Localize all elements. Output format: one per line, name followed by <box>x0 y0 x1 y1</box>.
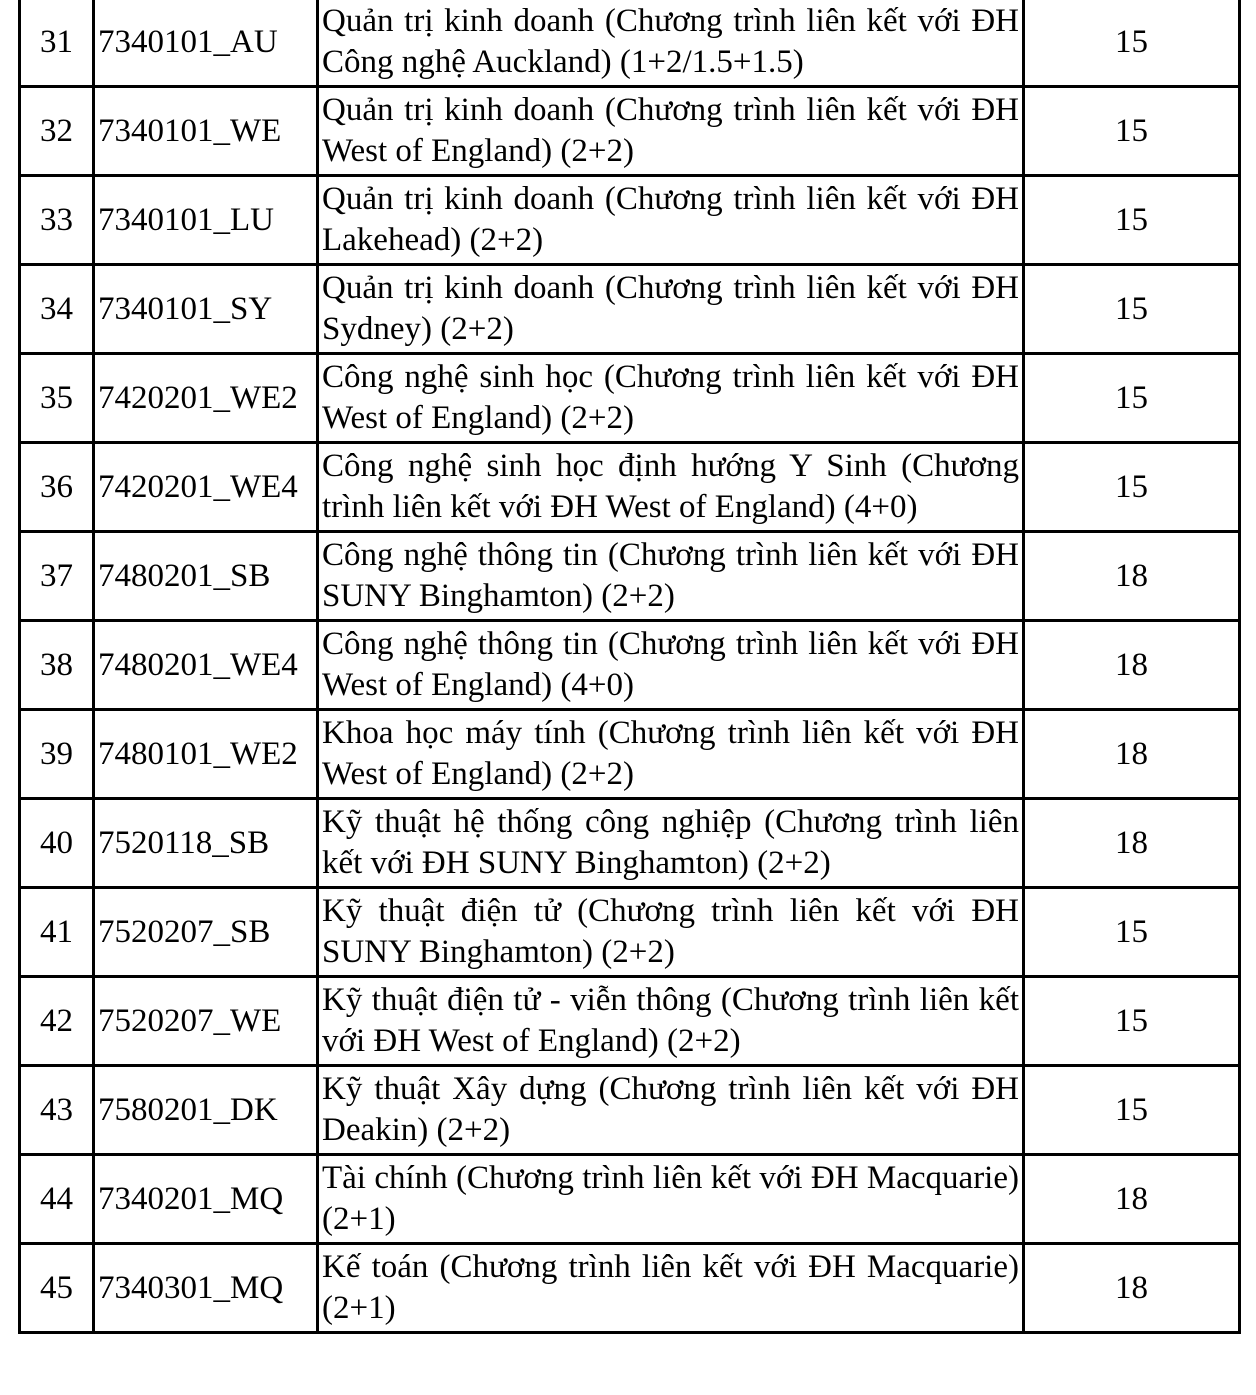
program-name: Kỹ thuật hệ thống công nghiệp (Chương trình liên kết với ĐH SUNY Binghamton) (2+2) <box>318 799 1024 888</box>
program-name: Quản trị kinh doanh (Chương trình liên kết với ĐH Lakehead) (2+2) <box>318 176 1024 265</box>
row-number: 37 <box>20 532 94 621</box>
program-name: Quản trị kinh doanh (Chương trình liên kết với ĐH Sydney) (2+2) <box>318 265 1024 354</box>
table-row <box>20 354 1240 443</box>
row-number: 35 <box>20 354 94 443</box>
program-code: 7480201_SB <box>94 532 318 621</box>
row-number: 32 <box>20 87 94 176</box>
threshold-score: 18 <box>1024 799 1240 888</box>
threshold-score: 18 <box>1024 621 1240 710</box>
program-table-container <box>18 0 1238 1334</box>
threshold-score: 18 <box>1024 532 1240 621</box>
table-row <box>20 176 1240 265</box>
threshold-score: 15 <box>1024 87 1240 176</box>
row-number: 44 <box>20 1155 94 1244</box>
program-code: 7420201_WE2 <box>94 354 318 443</box>
threshold-score: 15 <box>1024 176 1240 265</box>
program-code: 7340101_SY <box>94 265 318 354</box>
program-code: 7520207_WE <box>94 977 318 1066</box>
table-row <box>20 977 1240 1066</box>
program-table-body <box>20 0 1240 1333</box>
threshold-score: 15 <box>1024 443 1240 532</box>
row-number: 33 <box>20 176 94 265</box>
threshold-score: 15 <box>1024 265 1240 354</box>
program-name: Khoa học máy tính (Chương trình liên kết với ĐH West of England) (2+2) <box>318 710 1024 799</box>
table-row <box>20 621 1240 710</box>
row-number: 31 <box>20 0 94 87</box>
program-code: 7340201_MQ <box>94 1155 318 1244</box>
threshold-score: 15 <box>1024 0 1240 87</box>
program-name: Công nghệ thông tin (Chương trình liên kết với ĐH SUNY Binghamton) (2+2) <box>318 532 1024 621</box>
table-row <box>20 1155 1240 1244</box>
threshold-score: 15 <box>1024 888 1240 977</box>
program-code: 7420201_WE4 <box>94 443 318 532</box>
threshold-score: 18 <box>1024 1155 1240 1244</box>
program-code: 7520118_SB <box>94 799 318 888</box>
table-row <box>20 0 1240 87</box>
table-row <box>20 1066 1240 1155</box>
threshold-score: 15 <box>1024 977 1240 1066</box>
program-name: Quản trị kinh doanh (Chương trình liên kết với ĐH West of England) (2+2) <box>318 87 1024 176</box>
program-name: Kỹ thuật điện tử - viễn thông (Chương trình liên kết với ĐH West of England) (2+2) <box>318 977 1024 1066</box>
program-code: 7480101_WE2 <box>94 710 318 799</box>
row-number: 41 <box>20 888 94 977</box>
program-code: 7580201_DK <box>94 1066 318 1155</box>
threshold-score: 18 <box>1024 1244 1240 1333</box>
program-table <box>18 0 1241 1334</box>
program-code: 7340101_AU <box>94 0 318 87</box>
table-row <box>20 265 1240 354</box>
table-row <box>20 87 1240 176</box>
row-number: 39 <box>20 710 94 799</box>
table-row <box>20 888 1240 977</box>
program-name: Công nghệ sinh học định hướng Y Sinh (Chương trình liên kết với ĐH West of England) (4+0) <box>318 443 1024 532</box>
row-number: 43 <box>20 1066 94 1155</box>
threshold-score: 15 <box>1024 354 1240 443</box>
program-name: Công nghệ sinh học (Chương trình liên kết với ĐH West of England) (2+2) <box>318 354 1024 443</box>
row-number: 34 <box>20 265 94 354</box>
program-code: 7340101_WE <box>94 87 318 176</box>
table-row <box>20 532 1240 621</box>
program-code: 7480201_WE4 <box>94 621 318 710</box>
program-code: 7340101_LU <box>94 176 318 265</box>
row-number: 38 <box>20 621 94 710</box>
program-code: 7340301_MQ <box>94 1244 318 1333</box>
table-row <box>20 799 1240 888</box>
program-code: 7520207_SB <box>94 888 318 977</box>
program-name: Công nghệ thông tin (Chương trình liên kết với ĐH West of England) (4+0) <box>318 621 1024 710</box>
program-name: Kỹ thuật điện tử (Chương trình liên kết với ĐH SUNY Binghamton) (2+2) <box>318 888 1024 977</box>
table-row <box>20 1244 1240 1333</box>
table-row <box>20 710 1240 799</box>
threshold-score: 15 <box>1024 1066 1240 1155</box>
program-name: Tài chính (Chương trình liên kết với ĐH Macquarie) (2+1) <box>318 1155 1024 1244</box>
program-name: Kỹ thuật Xây dựng (Chương trình liên kết với ĐH Deakin) (2+2) <box>318 1066 1024 1155</box>
row-number: 45 <box>20 1244 94 1333</box>
row-number: 42 <box>20 977 94 1066</box>
row-number: 40 <box>20 799 94 888</box>
threshold-score: 18 <box>1024 710 1240 799</box>
row-number: 36 <box>20 443 94 532</box>
program-name: Quản trị kinh doanh (Chương trình liên kết với ĐH Công nghệ Auckland) (1+2/1.5+1.5) <box>318 0 1024 87</box>
program-name: Kế toán (Chương trình liên kết với ĐH Macquarie) (2+1) <box>318 1244 1024 1333</box>
table-row <box>20 443 1240 532</box>
